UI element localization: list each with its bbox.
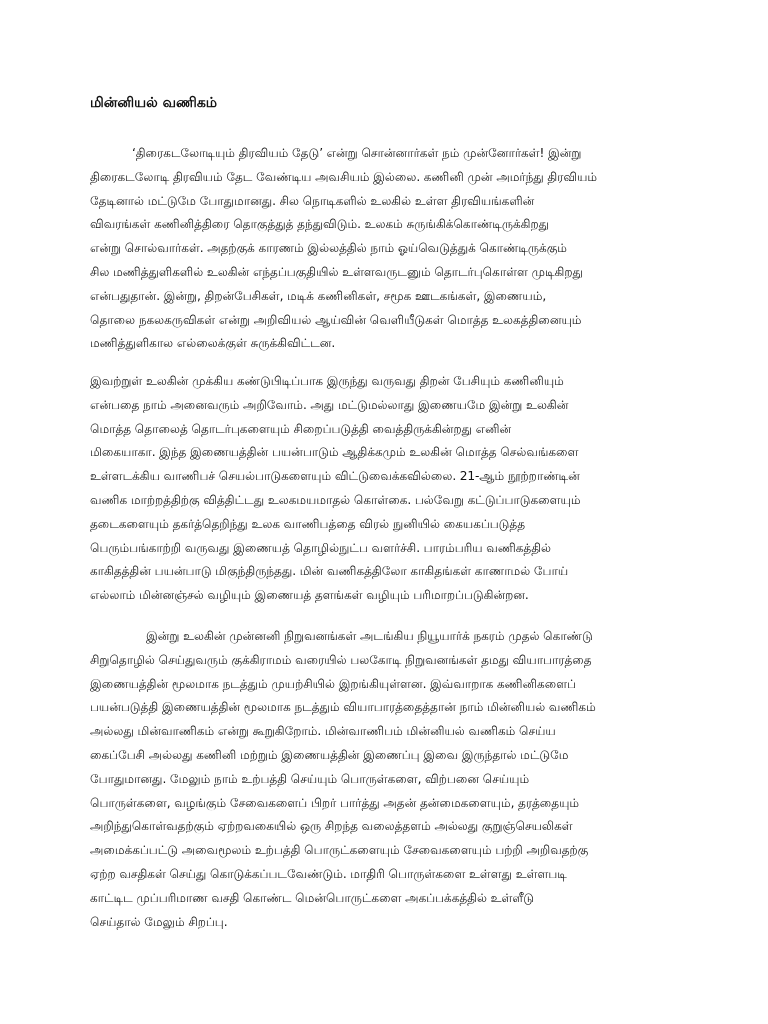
text-line: செய்தால் மேலும் சிறப்பு. (90, 914, 228, 929)
document-title: மின்னியல் வணிகம் (90, 95, 218, 111)
text-line: உள்ளடக்கிய வாணிபச் செயல்பாடுகளையும் விட்டுவைக்கவில்லை. 21-ஆம் நூற்றாண்டின் (90, 469, 580, 484)
text-line: மிகையாகா. இந்த இணையத்தின் பயன்பாடும் ஆதிக்கமும் உலகின் மொத்த செல்வங்களை (90, 445, 579, 460)
text-line: தேடினால் மட்டுமே போதுமானது. சில நொடிகளில் உலகில் உள்ள திரவியங்களின் (90, 193, 535, 208)
text-line: அமைக்கப்பட்டு அவைமூலம் உற்பத்தி பொருட்களையும் சேவைகளையும் பற்றி அறிவதற்கு (90, 843, 589, 858)
text-line: அல்லது மின்வாணிகம் என்று கூறுகிறோம். மின்வாணிபம் மின்னியல் வணிகம் செய்ய (90, 724, 556, 739)
text-line: விவரங்கள் கணினித்திரை தொகுத்துத் தந்துவிடும். உலகம் சுருங்கிக்கொண்டிருக்கிறது (90, 217, 550, 232)
text-line: ஏற்ற வசதிகள் செய்து கொடுக்கப்படவேண்டும். மாதிரி பொருள்களை உள்ளது உள்ளபடி (90, 866, 567, 881)
text-line: இவற்றுள் உலகின் முக்கிய கண்டுபிடிப்பாக இருந்து வருவது திறன் பேசியும் கணினியும் (90, 374, 564, 388)
text-line: பொருள்களை, வழங்கும் சேவைகளைப் பிறர் பார்த்து அதன் தன்மைகளையும், தரத்தையும் (90, 795, 580, 810)
text-line: போதுமானது. மேலும் நாம் உற்பத்தி செய்யும் பொருள்களை, விற்பனை செய்யும் (90, 771, 530, 786)
text-line: மணித்துளிகால எல்லைக்குள் சுருக்கிவிட்டன. (90, 336, 336, 351)
text-line: சிறுதொழில் செய்துவரும் குக்கிராமம் வரையில் பலகோடி நிறுவனங்கள் தமது வியாபாரத்தை (90, 652, 592, 667)
text-line: கைப்பேசி அல்லது கணினி மற்றும் இணையத்தின் இணைப்பு இவை இருந்தால் மட்டுமே (90, 747, 569, 762)
text-line: இணையத்தின் மூலமாக நடத்தும் முயற்சியில் இறங்கியுள்ளன. இவ்வாறாக கணினிகளைப் (90, 676, 577, 691)
text-line: எல்லாம் மின்னஞ்சல் வழியும் இணையத் தளங்கள் வழியும் பரிமாறப்படுகின்றன. (90, 588, 529, 603)
text-line: அறிந்துகொள்வதற்கும் ஏற்றவகையில் ஒரு சிறந்த வலைத்தளம் அல்லது குறுஞ்செயலிகள் (90, 819, 573, 834)
text-line: பயன்படுத்தி இணையத்தின் மூலமாக நடத்தும் வியாபாரத்தைத்தான் நாம் மின்னியல் வணிகம் (90, 700, 596, 715)
text-line: தடைகளையும் தகர்த்தெறிந்து உலக வாணிபத்தை விரல் நுனியில் கையகப்படுத்த (90, 516, 525, 531)
text-line: காட்டிட முப்பரிமாண வசதி கொண்ட மென்பொருட்களை அகப்பக்கத்தில் உள்ளீடு (90, 890, 534, 905)
paragraph-2 (90, 370, 690, 608)
text-line: என்று சொல்வார்கள். அதற்குக் காரணம் இல்லத்தில் நாம் ஓய்வெடுத்துக் கொண்டிருக்கும் (90, 241, 567, 256)
text-line: திரைகடலோடி திரவியம் தேட வேண்டிய அவசியம் இல்லை. கணினி முன் அமர்ந்து திரவியம் (90, 169, 598, 184)
text-line: என்பதுதான். இன்று, திறன்பேசிகள், மடிக் கணினிகள், சமூக ஊடகங்கள், இணையம், (90, 288, 547, 303)
paragraph-1 (90, 142, 690, 356)
paragraph-3 (90, 625, 690, 934)
text-line: சில மணித்துளிகளில் உலகின் எந்தப்பகுதியில் உள்ளவருடனும் தொடர்புகொள்ள முடிகிறது (90, 264, 583, 279)
text-line: தொலை நகலகருவிகள் என்று அறிவியல் ஆய்வின் வெளியீடுகள் மொத்த உலகத்தினையும் (90, 312, 582, 327)
text-line: பெரும்பங்காற்றி வருவது இணையத் தொழில்நுட்ப வளர்ச்சி. பாரம்பரிய வணிகத்தில் (90, 540, 552, 555)
text-line: காகிதத்தின் பயன்பாடு மிகுந்திருந்தது. மின் வணிகத்திலோ காகிதங்கள் காணாமல் போய் (90, 564, 569, 579)
text-line: வணிக மாற்றத்திற்கு வித்திட்டது உலகமயமாதல் கொள்கை. பல்வேறு கட்டுப்பாடுகளையும் (90, 492, 581, 507)
text-line: ‘திரைகடலோடியும் திரவியம் தேடு’ என்று சொன்னார்கள் நம் முன்னோர்கள்! இன்று (132, 146, 582, 160)
text-line: இன்று உலகின் முன்னனி நிறுவனங்கள் அடங்கிய நியூயார்க் நகரம் முதல் கொண்டு (146, 629, 593, 643)
text-line: மொத்த தொலைத் தொடர்புகளையும் சிறைப்படுத்தி வைத்திருக்கின்றது எனின் (90, 421, 512, 436)
text-line: என்பதை நாம் அனைவரும் அறிவோம். அது மட்டுமல்லாது இணையமே இன்று உலகின் (90, 397, 569, 412)
